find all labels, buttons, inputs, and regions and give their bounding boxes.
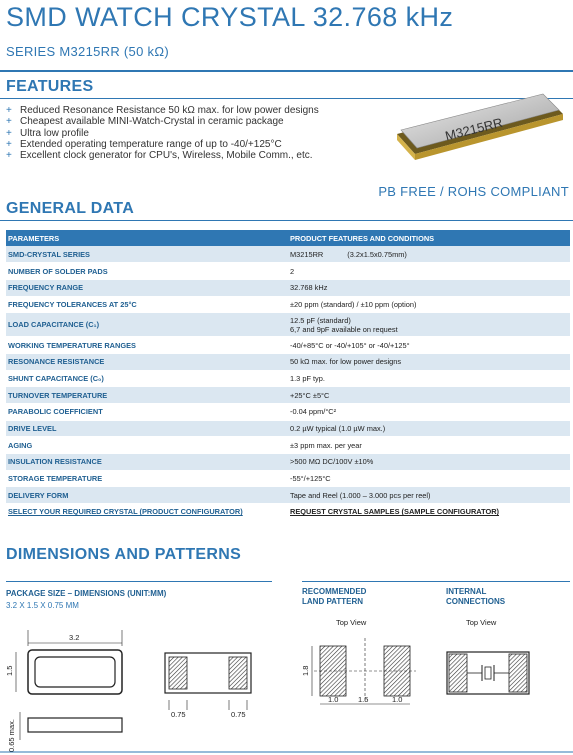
series-subtitle: SERIES M3215RR (50 kΩ) xyxy=(6,44,169,59)
internal-connections-heading: INTERNAL CONNECTIONS xyxy=(446,587,506,606)
compliance-label: PB FREE / ROHS COMPLIANT xyxy=(378,184,569,199)
svg-text:1.0: 1.0 xyxy=(328,695,339,704)
table-header-row xyxy=(6,230,570,246)
table-row: WORKING TEMPERATURE RANGES -40/+85°C or -40/+105° or -40/+125° xyxy=(6,337,570,354)
table-row: LOAD CAPACITANCE (C₁) 12.5 pF (standard) 6,7 and 9pF available on request xyxy=(6,313,570,337)
svg-text:0.75: 0.75 xyxy=(171,710,186,719)
package-side-view xyxy=(7,712,122,752)
table-row: FREQUENCY RANGE 32.768 kHz xyxy=(6,279,570,296)
svg-text:0.65 max.: 0.65 max. xyxy=(7,719,16,752)
list-item: + Reduced Resonance Resistance 50 kΩ max. for low power designs xyxy=(6,105,319,116)
header-rule xyxy=(0,70,573,72)
table-row: PARABOLIC COEFFICIENT -0.04 ppm/°C² xyxy=(6,404,570,421)
table-row: RESONANCE RESISTANCE 50 kΩ max. for low power designs xyxy=(6,353,570,370)
svg-text:M3215RR: M3215RR xyxy=(443,114,505,144)
svg-text:0.75: 0.75 xyxy=(231,710,246,719)
package-bottom-view xyxy=(165,653,251,719)
package-size-heading: PACKAGE SIZE – DIMENSIONS (UNIT:MM) xyxy=(6,589,167,598)
crystal-product-image xyxy=(395,92,565,172)
list-item: + Ultra low profile xyxy=(6,127,89,139)
table-row: STORAGE TEMPERATURE -55°/+125°C xyxy=(6,470,570,487)
package-outline xyxy=(5,630,122,694)
svg-text:3.2: 3.2 xyxy=(69,633,80,642)
table-row: FREQUENCY TOLERANCES AT 25°C ±20 ppm (standard) / ±10 ppm (option) xyxy=(6,296,570,313)
dimensions-heading: DIMENSIONS AND PATTERNS xyxy=(6,546,242,563)
list-item: + Excellent clock generator for CPU's, Wireless, Mobile Comm., etc. xyxy=(6,150,313,162)
package-rule xyxy=(6,581,272,582)
sample-configurator-link[interactable]: REQUEST CRYSTAL SAMPLES (SAMPLE CONFIGURATOR) xyxy=(288,504,570,521)
table-row: AGING ±3 ppm max. per year xyxy=(6,437,570,454)
svg-text:1.5: 1.5 xyxy=(358,695,369,704)
table-row: DRIVE LEVEL 0.2 µW typical (1.0 µW max.) xyxy=(6,420,570,437)
svg-text:1.0: 1.0 xyxy=(392,695,403,704)
general-data-rule xyxy=(0,220,573,221)
svg-text:Top View: Top View xyxy=(336,618,367,627)
general-data-table xyxy=(6,230,570,521)
table-row: INSULATION RESISTANCE >500 MΩ DC/100V ±10% xyxy=(6,454,570,471)
page-title: SMD WATCH CRYSTAL 32.768 kHz xyxy=(6,2,454,32)
svg-text:1.5: 1.5 xyxy=(5,665,14,676)
table-row xyxy=(6,504,570,521)
list-item: + Extended operating temperature range of up to -40/+125°C xyxy=(6,138,282,150)
column-header: PARAMETERS xyxy=(6,230,288,246)
table-row: TURNOVER TEMPERATURE +25°C ±5°C xyxy=(6,387,570,404)
svg-text:1.8: 1.8 xyxy=(301,665,310,676)
product-configurator-link[interactable]: SELECT YOUR REQUIRED CRYSTAL (PRODUCT CONFIGURATOR) xyxy=(6,504,288,521)
dimension-drawings xyxy=(0,610,573,755)
land-rule xyxy=(302,581,570,582)
package-size-sub: 3.2 X 1.5 X 0.75 MM xyxy=(6,601,79,610)
table-row: SHUNT CAPACITANCE (C₀) 1.3 pF typ. xyxy=(6,370,570,387)
list-item: + Cheapest available MINI-Watch-Crystal in ceramic package xyxy=(6,116,284,128)
internal-connections-drawing xyxy=(447,618,529,694)
table-row: SMD-CRYSTAL SERIES M3215RR (3.2x1.5x0.75mm) xyxy=(6,246,570,263)
features-list xyxy=(6,105,319,161)
column-header: PRODUCT FEATURES AND CONDITIONS xyxy=(288,230,570,246)
land-pattern-heading: RECOMMENDED LAND PATTERN xyxy=(302,587,367,606)
features-heading: FEATURES xyxy=(6,78,94,95)
svg-text:Top View: Top View xyxy=(466,618,497,627)
table-row: DELIVERY FORM Tape and Reel (1.000 – 3.000 pcs per reel) xyxy=(6,487,570,504)
table-row: NUMBER OF SOLDER PADS 2 xyxy=(6,263,570,280)
general-data-heading: GENERAL DATA xyxy=(6,200,135,217)
land-pattern-drawing xyxy=(301,618,416,704)
